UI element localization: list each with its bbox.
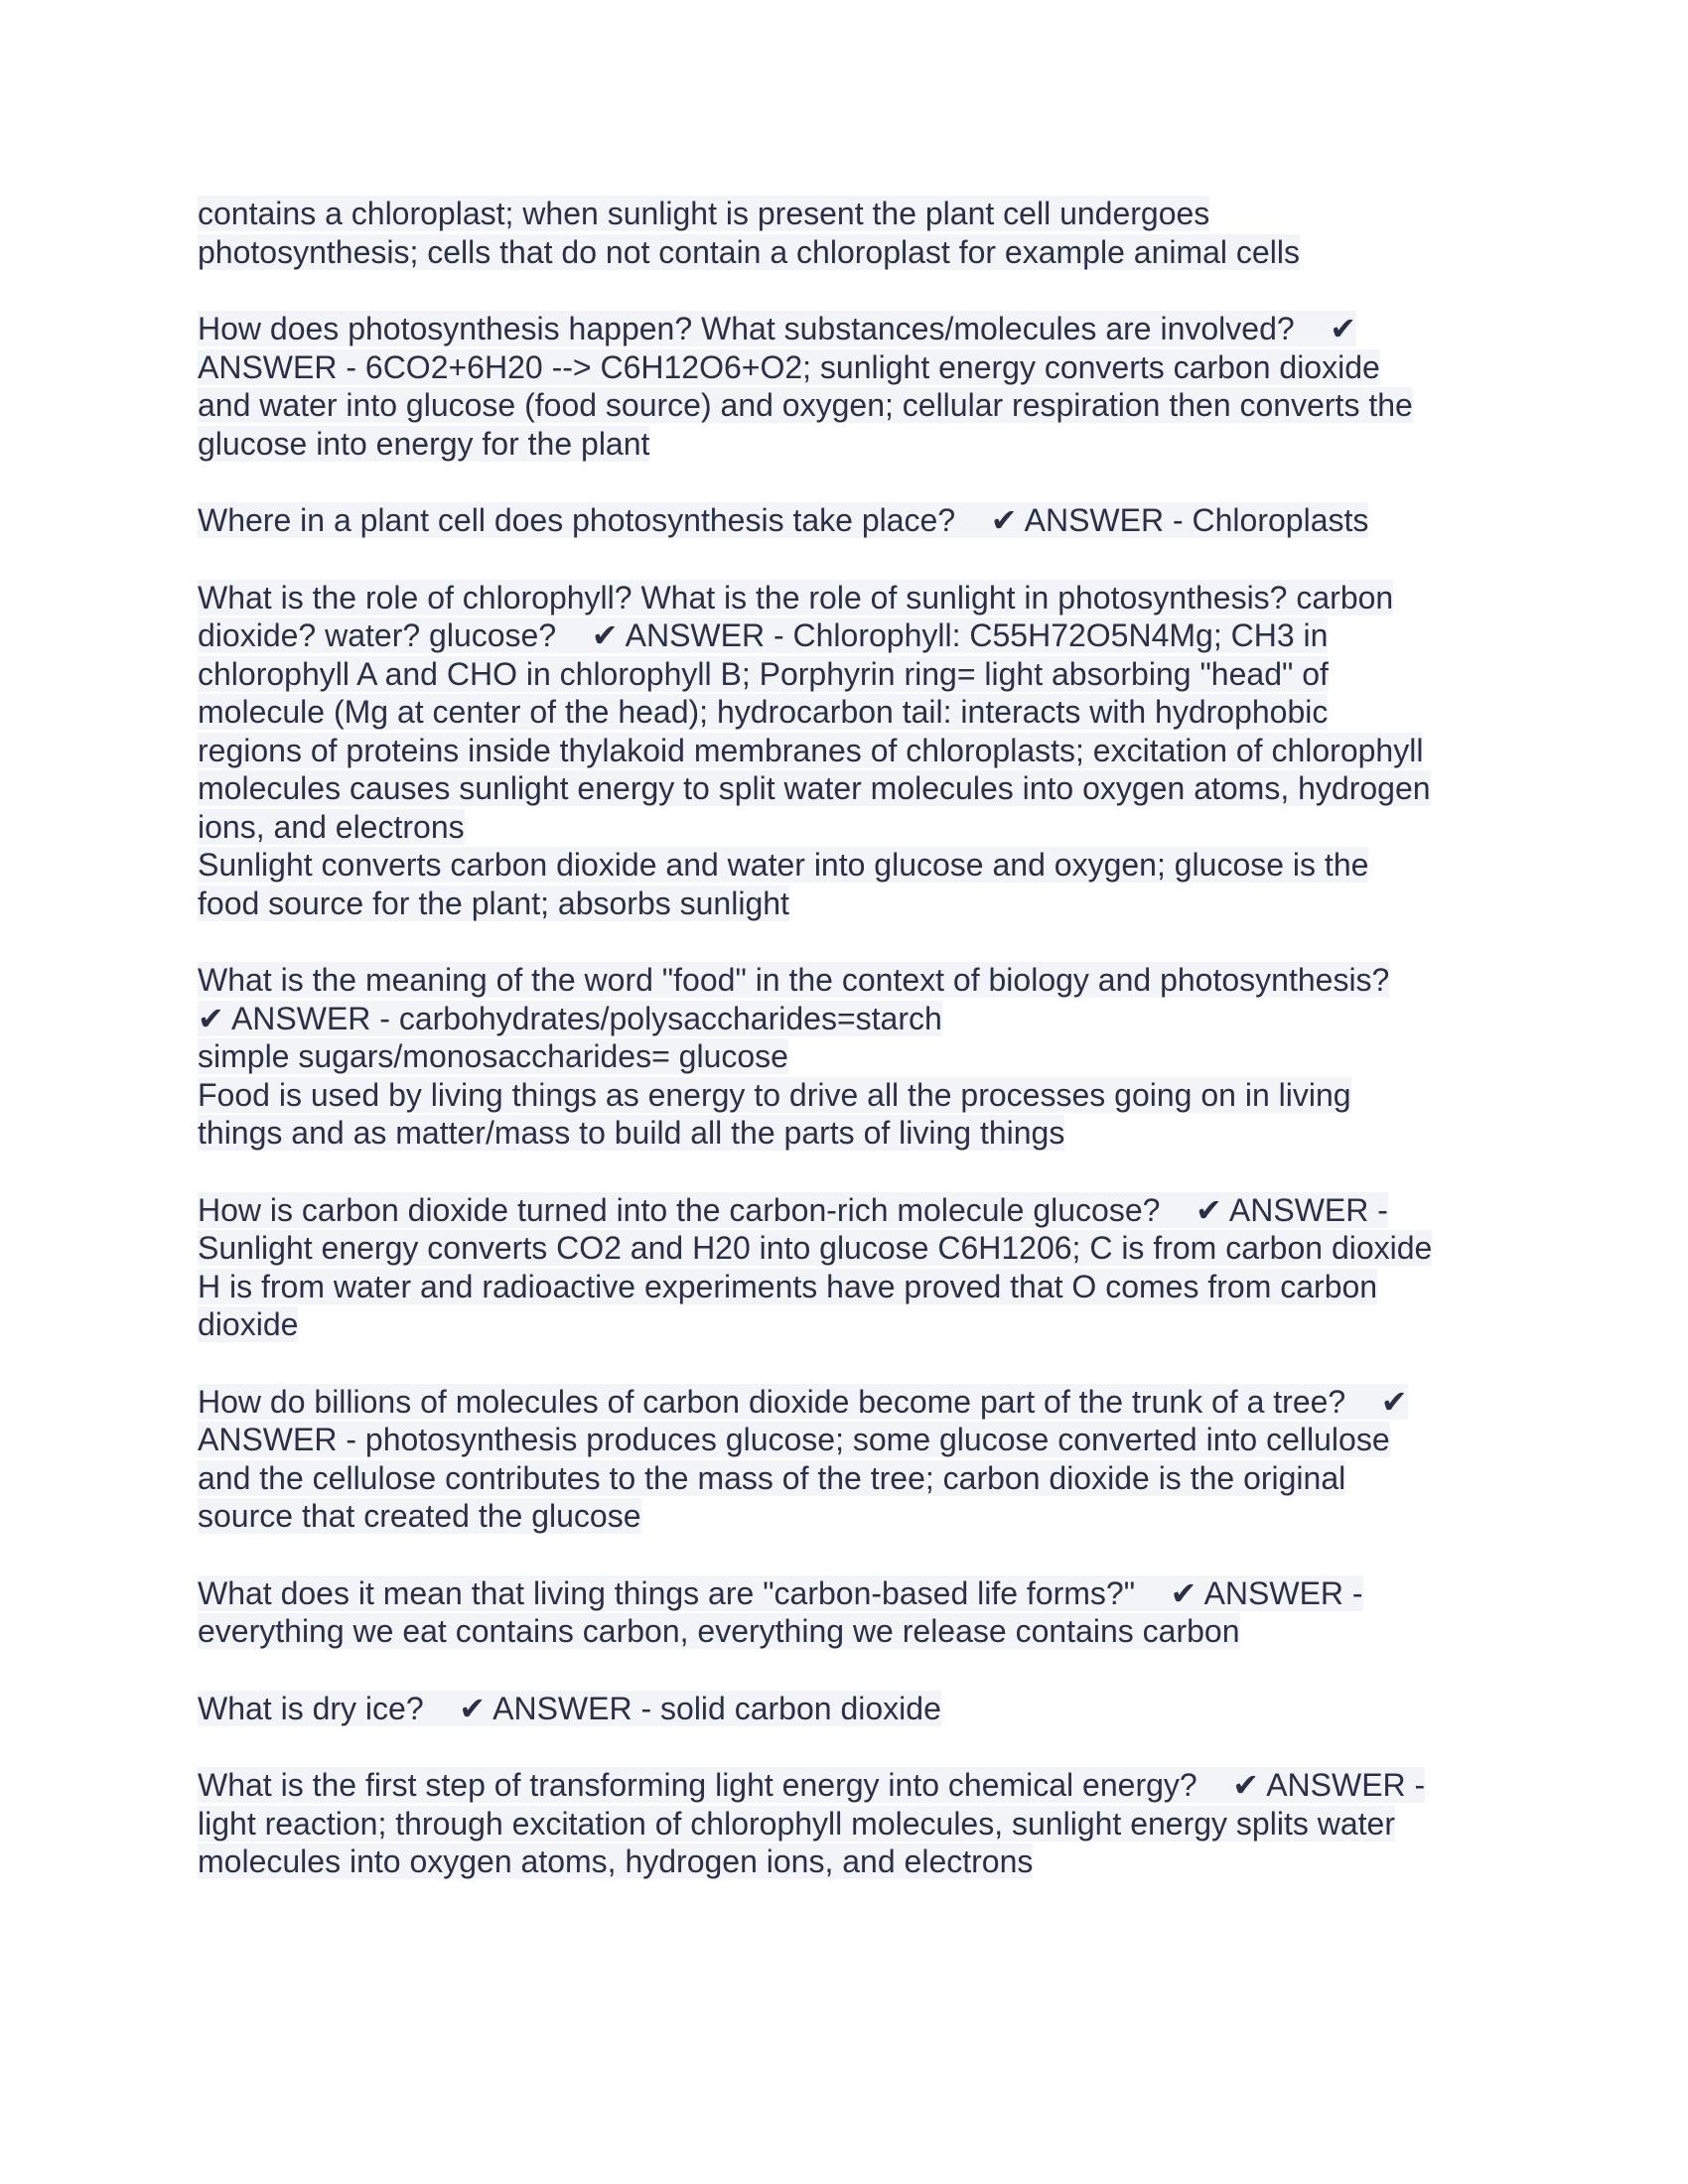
text-line: How does photosynthesis happen? What substances/molecules are involved? ✔ bbox=[198, 311, 1357, 346]
text-line: How is carbon dioxide turned into the carbon-rich molecule glucose? ✔ ANSWER - bbox=[198, 1191, 1388, 1228]
text-line: ANSWER - photosynthesis produces glucose; some glucose converted into cellulose bbox=[198, 1422, 1390, 1457]
text-block-intro bbox=[198, 195, 1508, 271]
text-line: Food is used by living things as energy to drive all the processes going on in living bbox=[198, 1076, 1351, 1113]
qa-block-photosynthesis-process bbox=[198, 310, 1508, 463]
text-line: Sunlight energy converts CO2 and H20 into glucose C6H1206; C is from carbon dioxide bbox=[198, 1230, 1433, 1266]
text-line: Sunlight converts carbon dioxide and water into glucose and oxygen; glucose is the bbox=[198, 847, 1369, 883]
text-line: ✔ ANSWER - carbohydrates/polysaccharides=starch bbox=[198, 1000, 942, 1036]
text-line: ions, and electrons bbox=[198, 808, 465, 845]
text-line: What is dry ice? ✔ ANSWER - solid carbon dioxide bbox=[198, 1690, 941, 1726]
text-line: chlorophyll A and CHO in chlorophyll B; Porphyrin ring= light absorbing "head" of bbox=[198, 655, 1329, 692]
text-line: dioxide bbox=[198, 1306, 299, 1342]
text-line: simple sugars/monosaccharides= glucose bbox=[198, 1038, 788, 1074]
text-line: food source for the plant; absorbs sunlight bbox=[198, 885, 789, 921]
qa-block-food-meaning bbox=[198, 961, 1508, 1153]
qa-block-carbon-to-glucose bbox=[198, 1191, 1508, 1344]
text-line: Where in a plant cell does photosynthesis take place? ✔ ANSWER - Chloroplasts bbox=[198, 502, 1369, 538]
text-line: and water into glucose (food source) and oxygen; cellular respiration then converts the bbox=[198, 387, 1413, 423]
qa-block-dry-ice bbox=[198, 1690, 1508, 1728]
text-line: H is from water and radioactive experiments have proved that O comes from carbon bbox=[198, 1268, 1378, 1304]
qa-block-tree-trunk bbox=[198, 1383, 1508, 1536]
text-line: glucose into energy for the plant bbox=[198, 425, 650, 462]
qa-block-chlorophyll-role bbox=[198, 579, 1508, 923]
text-line: ANSWER - 6CO2+6H20 --> C6H12O6+O2; sunlight energy converts carbon dioxide bbox=[198, 348, 1380, 385]
text-line: molecules into oxygen atoms, hydrogen ions, and electrons bbox=[198, 1843, 1034, 1879]
text-line: everything we eat contains carbon, everything we release contains carbon bbox=[198, 1613, 1240, 1649]
text-line: molecules causes sunlight energy to split water molecules into oxygen atoms, hydrogen bbox=[198, 770, 1431, 806]
text-line: What is the first step of transforming light energy into chemical energy? ✔ ANSWER - bbox=[198, 1767, 1426, 1803]
text-line: and the cellulose contributes to the mass of the tree; carbon dioxide is the original bbox=[198, 1459, 1346, 1496]
text-line: What does it mean that living things are "carbon-based life forms?" ✔ ANSWER - bbox=[198, 1574, 1363, 1611]
text-line: source that created the glucose bbox=[198, 1498, 641, 1534]
qa-block-photosynthesis-location bbox=[198, 501, 1508, 540]
qa-block-light-reaction bbox=[198, 1766, 1508, 1881]
text-line: photosynthesis; cells that do not contain a chloroplast for example animal cells bbox=[198, 233, 1300, 270]
text-line: molecule (Mg at center of the head); hydrocarbon tail: interacts with hydrophobic bbox=[198, 694, 1329, 730]
text-line: things and as matter/mass to build all the parts of living things bbox=[198, 1115, 1065, 1151]
text-line: What is the meaning of the word "food" in the context of biology and photosynthesis? bbox=[198, 962, 1390, 998]
document-page bbox=[198, 195, 1508, 1920]
text-line: contains a chloroplast; when sunlight is present the plant cell undergoes bbox=[198, 196, 1210, 231]
qa-block-carbon-based-life bbox=[198, 1574, 1508, 1651]
text-line: dioxide? water? glucose? ✔ ANSWER - Chlorophyll: C55H72O5N4Mg; CH3 in bbox=[198, 617, 1329, 653]
text-line: light reaction; through excitation of chlorophyll molecules, sunlight energy splits water bbox=[198, 1805, 1395, 1842]
text-line: regions of proteins inside thylakoid membranes of chloroplasts; excitation of chlorophyll bbox=[198, 732, 1424, 768]
text-line: How do billions of molecules of carbon dioxide become part of the trunk of a tree? ✔ bbox=[198, 1383, 1408, 1420]
text-line: What is the role of chlorophyll? What is the role of sunlight in photosynthesis? carbon bbox=[198, 579, 1394, 615]
